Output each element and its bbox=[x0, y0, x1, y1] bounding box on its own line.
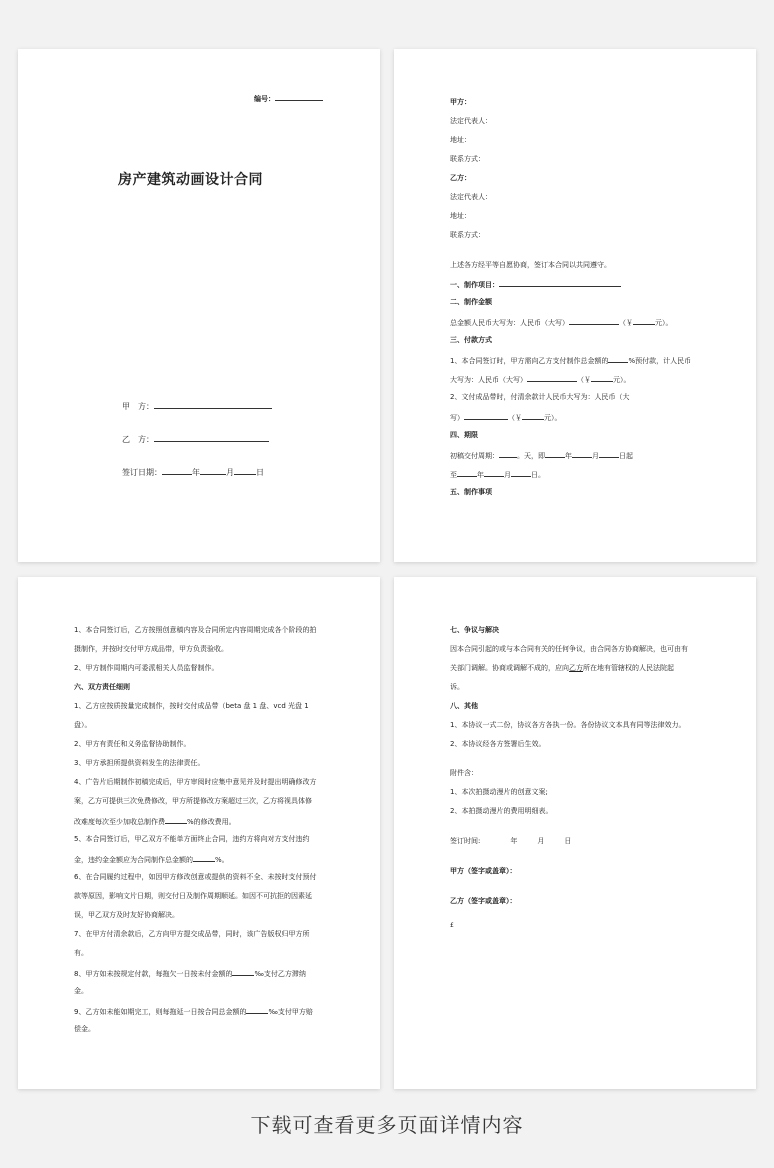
attachment-item: 2、本拍摄动漫片的费用明细表。 bbox=[450, 807, 553, 815]
section-3-heading: 三、付款方式 bbox=[450, 336, 492, 344]
clause-line: 1、本合同签订后，乙方按照创意稿内容及合同所定内容周期完成各个阶段的拍 bbox=[74, 626, 317, 634]
download-more-caption: 下载可查看更多页面详情内容 bbox=[250, 1113, 524, 1137]
clause-line: 2、本协议经各方签署后生效。 bbox=[450, 740, 546, 748]
page-mark: £ bbox=[450, 922, 454, 929]
clause-line: 3、甲方承担所提供资料发生的法律责任。 bbox=[74, 759, 205, 767]
party-a-contact: 联系方式： bbox=[450, 155, 485, 163]
payment-2-amount: 写） （￥ 元）。 bbox=[450, 414, 562, 422]
clause-line: 4、广告片后期制作初稿完成后，甲方审阅时应集中意见并及时提出明确修改方 bbox=[74, 778, 317, 786]
section-2-heading: 二、制作金额 bbox=[450, 298, 492, 306]
clause-line: 改难度每次至少加收总制作费 %的修改费用。 bbox=[74, 818, 236, 826]
section-6-heading: 六、双方责任细则 bbox=[74, 683, 130, 691]
contract-title: 房产建筑动画设计合同 bbox=[118, 172, 263, 188]
clause-line: 偿金。 bbox=[74, 1025, 95, 1033]
number-blank bbox=[275, 94, 323, 101]
payment-2-line: 2、文付成品带时，付清余款计人民币大写为：人民币（大 bbox=[450, 393, 630, 401]
party-b-line: 乙 方： bbox=[122, 435, 269, 444]
clause-line: 2、甲方制作周期内可委派相关人员监督制作。 bbox=[74, 664, 219, 672]
sign-time-line: 签订时间: 年 月 日 bbox=[450, 837, 572, 845]
clause-line: 7、在甲方付清余款后，乙方向甲方提交成品带，同时，该广告版权归甲方所 bbox=[74, 930, 310, 938]
contract-cover-page bbox=[18, 49, 380, 562]
contract-page-2 bbox=[394, 49, 756, 562]
clause-line: 金。 bbox=[74, 987, 88, 995]
clause-line: 6、在合同履约过程中，如因甲方修改创意或提供的资料不全、未按时支付预付 bbox=[74, 873, 317, 881]
period-end-line: 至 年 月 日。 bbox=[450, 471, 545, 479]
party-b-address: 地址： bbox=[450, 212, 471, 220]
clause-line: 5、本合同签订后，甲乙双方不能单方面终止合同，违约方将向对方支付违约 bbox=[74, 835, 310, 843]
contract-page-4 bbox=[394, 577, 756, 1089]
payment-1-line: 1、本合同签订时，甲方需向乙方支付制作总金额的 %预付款，计人民币 bbox=[450, 357, 692, 365]
intro-text: 上述各方经平等自愿协商，签订本合同以共同遵守。 bbox=[450, 261, 611, 269]
section-4-heading: 四、期限 bbox=[450, 431, 478, 439]
party-b-contact: 联系方式： bbox=[450, 231, 485, 239]
clause-line: 因本合同引起的或与本合同有关的任何争议，由合同各方协商解决，也可由有 bbox=[450, 645, 688, 653]
clause-line: 1、本协议一式二份，协议各方各执一份。各份协议文本具有同等法律效力。 bbox=[450, 721, 686, 729]
party-a-heading: 甲方： bbox=[450, 98, 471, 106]
party-a-line: 甲 方： bbox=[122, 402, 272, 411]
attachment-item: 1、本次拍摄动漫片的创意文案; bbox=[450, 788, 548, 796]
party-b-representative: 法定代表人： bbox=[450, 193, 492, 201]
total-amount-line: 总金额人民币大写为：人民币（大写） （￥ 元）。 bbox=[450, 319, 673, 327]
section-8-heading: 八、其他 bbox=[450, 702, 478, 710]
period-start-line: 初稿交付周期： 。天，即 年 月 日起 bbox=[450, 452, 633, 460]
clause-line: 款等原因，影响文片日期，则交付日及制作周期顺延。如因不可抗拒的因素延 bbox=[74, 892, 312, 900]
section-1-heading: 一、制作项目： bbox=[450, 280, 621, 289]
sign-date-line: 签订日期： 年 月 日 bbox=[122, 468, 264, 477]
clause-line: 9、乙方如未能如期完工，则每拖延一日按合同总金额的 ‰支付甲方赔 bbox=[74, 1008, 313, 1016]
payment-1-amount: 大写为：人民币（大写） （￥ 元）。 bbox=[450, 376, 631, 384]
attachments-label: 附件含： bbox=[450, 769, 478, 777]
clause-line: 2、甲方有责任和义务监督协助制作。 bbox=[74, 740, 191, 748]
section-5-heading: 五、制作事项 bbox=[450, 488, 492, 496]
clause-line: 盘）。 bbox=[74, 721, 92, 729]
clause-line: 案，乙方可提供三次免费修改，甲方所提修改方案超过三次，乙方将视具体修 bbox=[74, 797, 312, 805]
contract-page-3 bbox=[18, 577, 380, 1089]
clause-line: 金，违约金金额应为合同制作总金额的 %。 bbox=[74, 856, 229, 864]
number-label: 编号： bbox=[254, 94, 323, 103]
party-a-address: 地址： bbox=[450, 136, 471, 144]
clause-line: 8、甲方如未按规定付款，每拖欠一日按未付金额的 ‰支付乙方滞纳 bbox=[74, 970, 306, 978]
clause-line: 诉。 bbox=[450, 683, 464, 691]
clause-line: 关部门调解。协商或调解不成的，应向乙方所在地有管辖权的人民法院起 bbox=[450, 664, 674, 672]
party-b-heading: 乙方： bbox=[450, 174, 471, 182]
section-7-heading: 七、争议与解决 bbox=[450, 626, 499, 634]
party-a-representative: 法定代表人： bbox=[450, 117, 492, 125]
party-b-signature: 乙方（签字或盖章）： bbox=[450, 897, 517, 905]
party-a-signature: 甲方（签字或盖章）： bbox=[450, 867, 517, 875]
clause-line: 摄制作，并按时交付甲方成品带，甲方负责验收。 bbox=[74, 645, 228, 653]
clause-line: 有。 bbox=[74, 949, 88, 957]
clause-line: 1、乙方应按质按量完成制作，按时交付成品带（beta 盘 1 盘、vcd 光盘 1 bbox=[74, 702, 309, 710]
clause-line: 误，甲乙双方及时友好协商解决。 bbox=[74, 911, 179, 919]
